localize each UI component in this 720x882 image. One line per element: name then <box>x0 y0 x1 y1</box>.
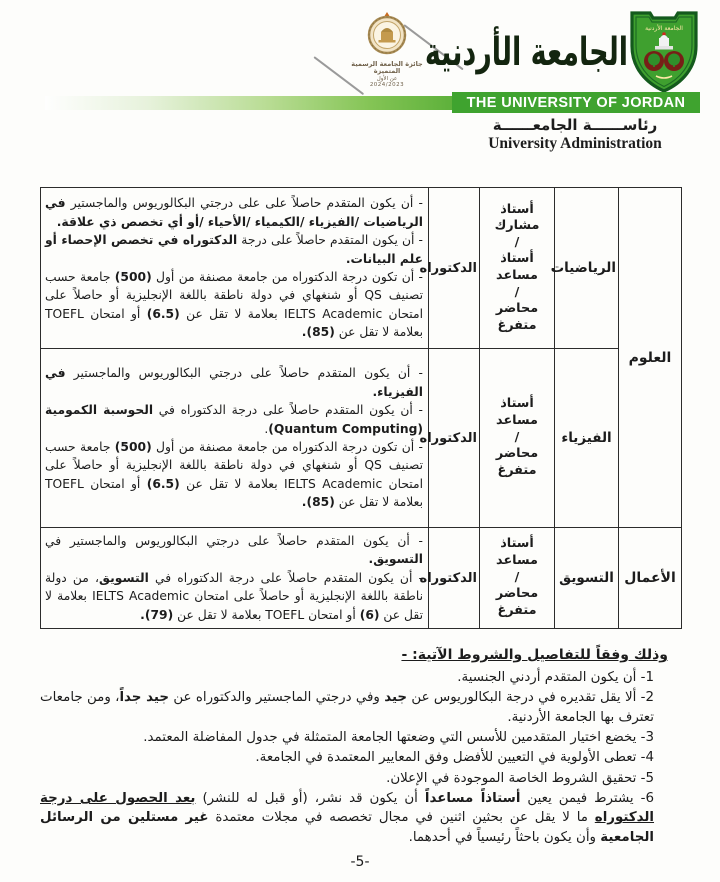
text-segment: جامعة حسب تصنيف QS أو شنغهاي في دولة ناطقة باللغة الإنجليزية أو حاصلاً على امتحان IELTS Academic بعلامة لا تقل عن <box>45 270 423 321</box>
text-segment: 2- ألا يقل تقديره في درجة البكالوريوس عن <box>407 690 655 706</box>
position-line: / <box>514 429 520 445</box>
degree-cell: الدكتوراه <box>429 528 480 629</box>
text-segment: التسويق. <box>368 552 423 567</box>
requirements-cell <box>41 528 429 629</box>
text-segment: . <box>140 607 145 622</box>
text-segment: - أن تكون درجة الدكتوراه من جامعة مصنفة من أول <box>151 440 423 454</box>
text-segment: جيد جداً <box>119 690 170 706</box>
text-segment: - أن يكون المتقدم حاصلاً على درجة الدكتوراه في <box>153 403 423 418</box>
text-segment: . <box>264 421 269 436</box>
text-segment: - أن يكون المتقدم حاصلاً على درجة الدكتوراه في <box>148 570 423 585</box>
position-line: متفرغ <box>497 317 537 333</box>
position-cell <box>480 349 555 528</box>
position-cell <box>480 188 555 349</box>
text-segment: ما لا يقل عن بحثين اثنين في مجال تخصصه في مجلات معتمدة <box>208 810 595 826</box>
degree-cell: الدكتوراه <box>429 188 480 349</box>
department-cell: الفيزياء <box>555 349 619 528</box>
banner-gradient-strip <box>45 96 452 110</box>
condition-item <box>40 769 680 788</box>
position-line: أستاذ مساعد <box>496 536 538 569</box>
text-segment: التسويق <box>99 570 149 585</box>
text-segment: - أن يكون المتقدم حاصلاً على درجة <box>237 233 423 248</box>
requirement-item <box>45 569 423 624</box>
position-line: محاضر <box>495 446 539 462</box>
requirements-cell <box>41 188 429 349</box>
text-segment: ، ومن جامعات تعترف بها الجامعة الأردنية. <box>40 690 654 725</box>
text-segment: (85) <box>306 495 335 510</box>
text-segment: - أن يكون المتقدم حاصلاً على على درجتي البكالوريوس والماجستير <box>65 196 423 211</box>
text-segment: 4- تعطى الأولوية في التعيين للأفضل وفق المعايير المعتمدة في الجامعة. <box>255 750 654 766</box>
table-row <box>41 349 682 528</box>
text-segment: 5- تحقيق الشروط الخاصة الموجودة في الإعلان. <box>386 770 654 786</box>
table-row <box>41 528 682 629</box>
text-segment: - أن تكون درجة الدكتوراه من جامعة مصنفة من أول <box>151 270 423 284</box>
text-segment: . <box>301 495 307 510</box>
requirement-item <box>45 532 423 569</box>
faculty-cell: الأعمال <box>619 528 682 629</box>
condition-item <box>40 668 680 687</box>
text-segment: 6- يشترط فيمن يعين <box>520 790 654 806</box>
conditions-section <box>40 645 680 847</box>
text-segment: (79) <box>144 607 174 622</box>
text-segment: في الفيزياء. <box>45 366 423 399</box>
text-segment: - أن يكون المتقدم حاصلاً على درجتي البكالوريوس والماجستير <box>65 366 423 381</box>
award-medal-icon <box>366 12 408 56</box>
text-segment: أو امتحان TOEFL بعلامة لا تقل عن <box>173 607 360 622</box>
text-segment: جامعة حسب تصنيف QS أو شنغهاي في دولة ناطقة باللغة الإنجليزية أو حاصلاً على امتحان IELTS Academic بعلامة لا تقل عن <box>45 440 423 491</box>
requirement-item <box>45 231 423 268</box>
text-segment: ، من دولة ناطقة باللغة الإنجليزية أو حاصلاً على امتحان IELTS Academic بعلامة لا تقل عن <box>45 570 424 622</box>
condition-item <box>40 748 680 767</box>
text-segment: وفي درجتي الماجستير والدكتوراه عن <box>169 690 385 706</box>
administration-title-ar: رئاســــــة الجامعــــــة <box>492 116 658 134</box>
condition-item <box>40 728 680 747</box>
administration-block <box>450 116 700 153</box>
text-segment: - أن يكون المتقدم حاصلاً على درجتي البكالوريوس والماجستير في <box>45 533 423 548</box>
shield-top-text: الجامعة الأردنية <box>645 25 683 32</box>
award-caption-line: عن الأول <box>376 75 398 82</box>
text-segment: أستاذاً مساعداً <box>424 790 521 806</box>
text-segment: جيد <box>384 690 408 706</box>
position-line: / <box>514 284 520 300</box>
condition-item <box>40 789 680 847</box>
department-cell: التسويق <box>555 528 619 629</box>
text-segment: بعد الحصول على درجة الدكتوراه <box>40 790 655 826</box>
text-segment: (85) <box>306 325 335 340</box>
requirement-item <box>45 268 423 342</box>
requirement-item <box>45 401 423 438</box>
text-segment: 3- يخضع اختيار المتقدمين للأسس التي وضعتها الجامعة المتمثلة في جدول المفاضلة المعتمد. <box>143 730 654 746</box>
award-emblem <box>348 12 426 89</box>
text-segment: وأن يكون باحثاً رئيسياً في أحدهما. <box>408 829 601 845</box>
header <box>0 0 720 185</box>
page-number: -5- <box>350 853 370 870</box>
shield-icon <box>620 8 708 96</box>
text-segment: (500) <box>114 270 152 284</box>
position-line: محاضر <box>495 586 539 602</box>
positions-table-body <box>41 188 682 629</box>
requirements-cell <box>41 349 429 528</box>
text-segment: الدكتوراه في تخصص الإحصاء أو علم البيانات. <box>45 233 423 266</box>
text-segment: (500) <box>114 440 152 454</box>
award-caption-line: 2024/2023 <box>369 82 405 89</box>
degree-cell: الدكتوراه <box>429 349 480 528</box>
faculty-cell: العلوم <box>619 188 682 528</box>
text-segment: في الرياضيات /الفيزياء /الكيمياء /الأحياء /أو أي تخصص ذي علاقة. <box>45 196 423 229</box>
text-segment: أو امتحان TOEFL بعلامة لا تقل عن <box>45 306 423 340</box>
conditions-list <box>40 668 680 847</box>
position-cell <box>480 528 555 629</box>
text-segment: أن يكون قد نشر، (أو قبل له للنشر) <box>195 790 425 806</box>
position-line: أستاذ <box>500 201 534 217</box>
position-line: أستاذ مساعد <box>496 251 538 283</box>
text-segment: (6.5) <box>146 476 180 491</box>
text-segment: (6) <box>359 607 380 622</box>
position-line: محاضر <box>495 301 539 317</box>
award-caption <box>348 61 426 89</box>
text-segment: 1- أن يكون المتقدم أردني الجنسية. <box>457 670 654 686</box>
text-segment: أو امتحان TOEFL بعلامة لا تقل عن <box>45 476 423 510</box>
position-line: متفرغ <box>497 462 537 478</box>
text-segment: (6.5) <box>146 306 180 321</box>
position-line: أستاذ مساعد <box>496 396 538 429</box>
position-line: مشارك <box>494 218 540 234</box>
position-line: متفرغ <box>497 602 537 618</box>
text-segment: . <box>301 325 307 340</box>
positions-table <box>40 187 682 629</box>
requirement-item <box>45 438 423 512</box>
text-segment: الحوسبة الكمومية (Quantum Computing) <box>45 403 423 436</box>
text-segment: غير مستلين من الرسائل الجامعية <box>40 810 654 845</box>
banner-title: THE UNIVERSITY OF JORDAN <box>452 92 700 113</box>
conditions-title: وذلك وفقاً للتفاصيل والشروط الآتية: - <box>401 647 668 663</box>
position-line: / <box>514 569 520 585</box>
condition-item <box>40 688 680 727</box>
university-shield-logo <box>620 8 708 100</box>
university-name-calligraphy: الجامعة الأردنية <box>424 30 628 75</box>
administration-title-en: University Administration <box>488 135 662 152</box>
table-row <box>41 188 682 349</box>
award-caption-line: جائزة الجامعة الرسمية المتميزة <box>351 60 423 76</box>
banner-bar <box>45 92 700 113</box>
requirement-item <box>45 194 423 231</box>
department-cell: الرياضيات <box>555 188 619 349</box>
requirement-item <box>45 364 423 401</box>
position-line: / <box>514 234 520 250</box>
